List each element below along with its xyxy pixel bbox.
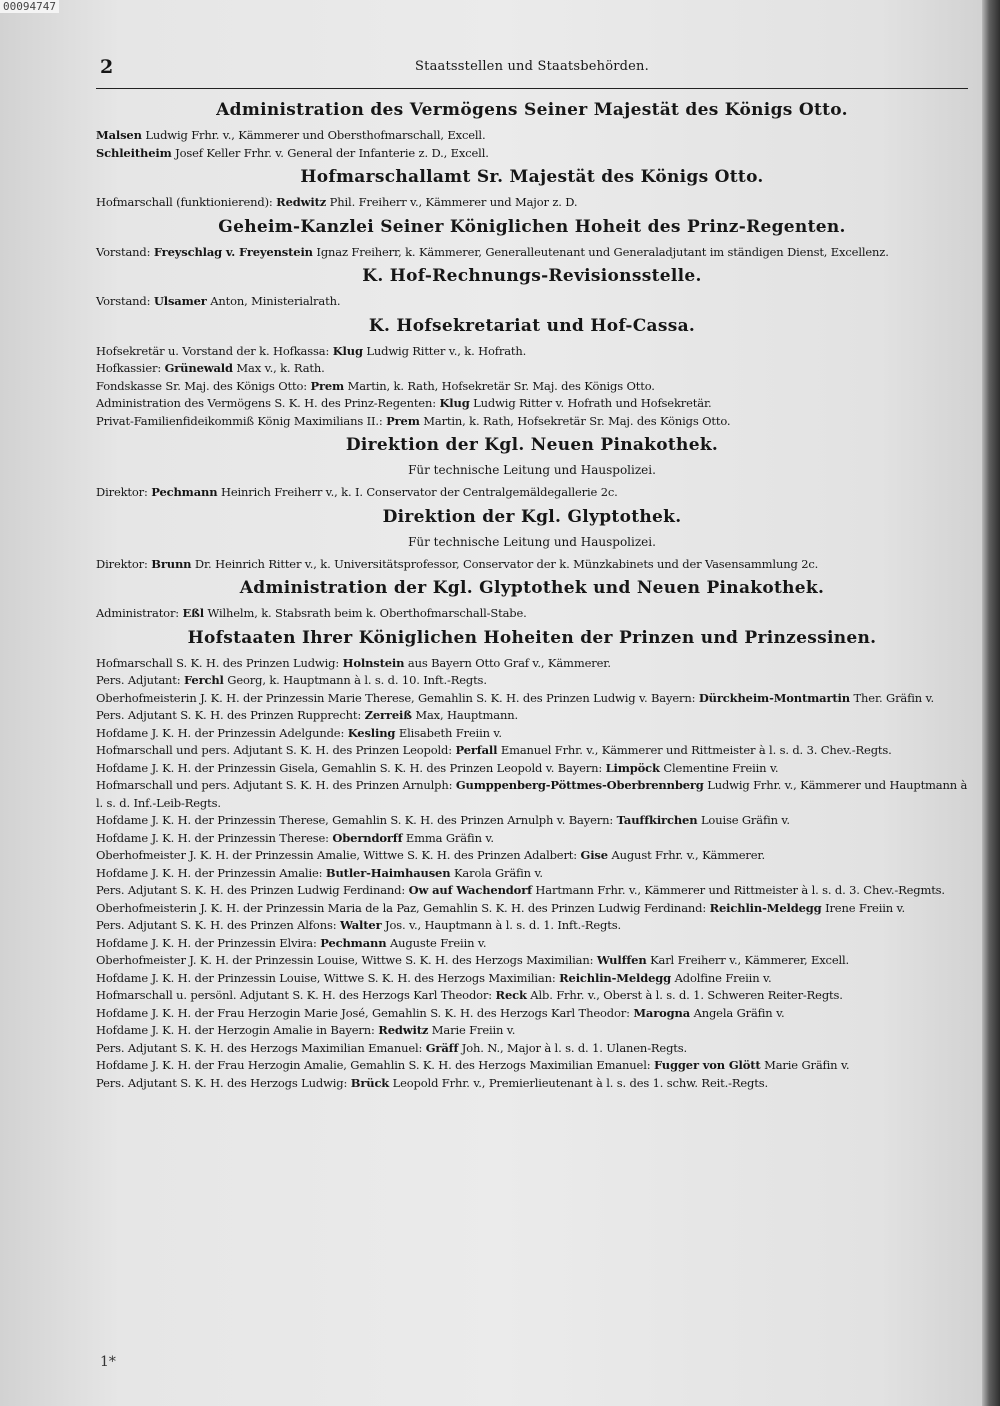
section-heading: Hofstaaten Ihrer Königlichen Hoheiten der Prinzen und Prinzessinen. <box>187 627 877 648</box>
entry-details: Auguste Freiin v. <box>389 935 487 950</box>
directory-entry <box>96 484 968 502</box>
entry-surname: Redwitz <box>276 195 327 209</box>
directory-entry <box>96 145 968 163</box>
entry-role: Hofdame J. K. H. der Prinzessin Amalie: <box>96 865 323 880</box>
entry-role: Pers. Adjutant S. K. H. des Prinzen Ludwig Ferdinand: <box>96 883 406 897</box>
entry-surname: Fugger von Glött <box>653 1058 761 1072</box>
entry-details: Marie Gräfin v. <box>764 1058 850 1072</box>
entry-role: Hofdame J. K. H. der Prinzessin Elvira: <box>96 935 317 950</box>
entry-surname: Reichlin-Meldegg <box>559 970 672 985</box>
entry-surname: Gumppenberg-Pöttmes-Oberbrennberg <box>455 778 704 792</box>
entry-role: Hofmarschall und pers. Adjutant S. K. H. des Prinzen Leopold: <box>96 743 452 757</box>
entry-role: Hofmarschall S. K. H. des Prinzen Ludwig: <box>96 655 340 670</box>
entry-details: Elisabeth Freiin v. <box>398 725 502 740</box>
directory-entry <box>96 360 968 378</box>
directory-entry <box>96 970 968 988</box>
entry-details: Phil. Freiherr v., Kämmerer und Major z. D. <box>329 195 578 209</box>
entry-details: Irene Freiin v. <box>825 900 906 915</box>
section-heading: Administration des Vermögens Seiner Majestät des Königs Otto. <box>216 100 848 120</box>
entry-surname: Ferchl <box>184 673 224 687</box>
entry-surname: Limpöck <box>605 760 660 775</box>
entry-role: Fondskasse Sr. Maj. des Königs Otto: <box>96 378 307 393</box>
section-heading: Hofmarschallamt Sr. Majestät des Königs Otto. <box>300 167 764 187</box>
entry-surname: Kesling <box>347 725 396 740</box>
directory-entry <box>96 194 968 212</box>
entry-surname: Perfall <box>455 743 498 757</box>
entry-details: Dr. Heinrich Ritter v., k. Universitätsprofessor, Conservator der k. Münzkabinets und der Vasensammlung 2c. <box>194 556 819 571</box>
entry-role: Hofdame J. K. H. der Herzogin Amalie in Bayern: <box>96 1023 375 1037</box>
entry-surname: Oberndorff <box>332 830 403 845</box>
entry-details: Max, Hauptmann. <box>415 708 518 722</box>
entry-role: Pers. Adjutant S. K. H. des Prinzen Rupprecht: <box>96 708 362 722</box>
entry-details: Heinrich Freiherr v., k. I. Conservator der Centralgemäldegallerie 2c. <box>220 485 618 499</box>
directory-entry <box>96 987 968 1005</box>
entry-surname: Prem <box>310 378 345 393</box>
section-heading: Direktion der Kgl. Glyptothek. <box>382 506 682 527</box>
entry-details: Emma Gräfin v. <box>405 830 494 845</box>
entry-surname: Gräff <box>425 1040 459 1055</box>
entry-details: Max v., k. Rath. <box>236 361 325 375</box>
entry-details: Wilhelm, k. Stabsrath beim k. Oberthofmarschall-Stabe. <box>207 606 527 620</box>
directory-entry <box>96 413 968 431</box>
entry-surname: Freyschlag v. Freyenstein <box>153 244 313 259</box>
entry-role: Hofdame J. K. H. der Prinzessin Gisela, Gemahlin S. K. H. des Prinzen Leopold v. Bayern: <box>96 760 603 775</box>
directory-entry <box>96 1022 968 1040</box>
directory-entry <box>96 127 968 145</box>
entry-surname: Ulsamer <box>153 294 207 308</box>
directory-entry <box>96 830 968 848</box>
entry-details: Ludwig Ritter v., k. Hofrath. <box>366 343 527 358</box>
section-heading: Geheim-Kanzlei Seiner Königlichen Hoheit des Prinz-Regenten. <box>218 216 846 237</box>
entry-details: Leopold Frhr. v., Premierlieutenant à l. s. des 1. schw. Reit.-Regts. <box>392 1075 768 1090</box>
signature-mark: 1* <box>100 1354 116 1370</box>
entry-details: August Frhr. v., Kämmerer. <box>611 848 765 862</box>
entry-details: Ludwig Frhr. v., Kämmerer und Hauptmann à l. s. d. Inf.-Leib-Regts. <box>96 778 968 810</box>
entry-details: Martin, k. Rath, Hofsekretär Sr. Maj. des Königs Otto. <box>347 378 655 393</box>
directory-entry <box>96 777 968 812</box>
running-title: Staatsstellen und Staatsbehörden. <box>415 59 649 74</box>
entry-details: Josef Keller Frhr. v. General der Infanterie z. D., Excell. <box>175 145 489 160</box>
running-head <box>96 56 968 82</box>
directory-entry <box>96 742 968 760</box>
entry-role: Hofmarschall und pers. Adjutant S. K. H. des Prinzen Arnulph: <box>96 778 453 792</box>
entry-role: Hofkassier: <box>96 361 162 375</box>
scan-id: 00094747 <box>0 0 59 13</box>
section-heading: Administration der Kgl. Glyptothek und Neuen Pinakothek. <box>239 578 825 598</box>
directory-entry <box>96 244 968 262</box>
entry-role: Direktor: <box>96 485 148 499</box>
directory-entry <box>96 293 968 311</box>
entry-surname: Schleitheim <box>96 145 172 160</box>
entry-details: Louise Gräfin v. <box>700 813 790 827</box>
entry-role: Pers. Adjutant S. K. H. des Herzogs Ludwig: <box>96 1075 348 1090</box>
directory-entry <box>96 917 968 935</box>
entry-surname: Holnstein <box>342 655 405 670</box>
entry-role: Hofdame J. K. H. der Frau Herzogin Amalie, Gemahlin S. K. H. des Herzogs Maximilian Emanuel: <box>96 1058 651 1072</box>
book-gutter <box>982 0 1000 1406</box>
directory-entry <box>96 812 968 830</box>
entry-details: Adolfine Freiin v. <box>674 970 772 985</box>
directory-entry <box>96 378 968 396</box>
entry-surname: Tauffkirchen <box>616 813 698 827</box>
directory-entry <box>96 952 968 970</box>
entry-role: Hofdame J. K. H. der Prinzessin Therese: <box>96 830 329 845</box>
entry-details: Ludwig Ritter v. Hofrath und Hofsekretär. <box>473 396 712 410</box>
directory-entry <box>96 1040 968 1058</box>
entry-surname: Eßl <box>182 606 204 620</box>
entry-surname: Prem <box>386 413 420 428</box>
entry-role: Hofmarschall u. persönl. Adjutant S. K. H. des Herzogs Karl Theodor: <box>96 988 493 1002</box>
entry-surname: Grünewald <box>164 361 233 375</box>
directory-entry <box>96 865 968 883</box>
directory-entry <box>96 882 968 900</box>
entry-role: Oberhofmeisterin J. K. H. der Prinzessin Maria de la Paz, Gemahlin S. K. H. des Prinzen Ludwig Ferdinand: <box>96 900 707 915</box>
entry-surname: Butler-Haimhausen <box>325 865 451 880</box>
section-heading: K. Hof-Rechnungs-Revisionsstelle. <box>362 266 702 286</box>
entry-details: Jos. v., Hauptmann à l. s. d. 1. Inft.-Regts. <box>385 918 621 932</box>
entry-surname: Redwitz <box>378 1023 429 1037</box>
entry-details: Karl Freiherr v., Kämmerer, Excell. <box>650 953 850 967</box>
entry-details: Alb. Frhr. v., Oberst à l. s. d. 1. Schweren Reiter-Regts. <box>530 988 843 1002</box>
entry-surname: Wulffen <box>596 953 647 967</box>
entry-details: aus Bayern Otto Graf v., Kämmerer. <box>407 655 611 670</box>
entry-surname: Dürckheim-Montmartin <box>698 690 850 705</box>
entry-surname: Klug <box>332 343 363 358</box>
entry-role: Oberhofmeister J. K. H. der Prinzessin Louise, Wittwe S. K. H. des Herzogs Maximilian: <box>96 953 594 967</box>
directory-entry <box>96 725 968 743</box>
entry-role: Oberhofmeisterin J. K. H. der Prinzessin Marie Therese, Gemahlin S. K. H. des Prinzen Ludwig v. Bayern: <box>96 690 696 705</box>
entry-details: Georg, k. Hauptmann à l. s. d. 10. Inft.-Regts. <box>227 673 487 687</box>
entry-role: Pers. Adjutant S. K. H. des Prinzen Alfons: <box>96 918 337 932</box>
entry-surname: Walter <box>339 918 382 932</box>
directory-entry <box>96 672 968 690</box>
directory-entry <box>96 847 968 865</box>
entry-details: Anton, Ministerialrath. <box>210 294 341 308</box>
entry-role: Pers. Adjutant S. K. H. des Herzogs Maximilian Emanuel: <box>96 1040 423 1055</box>
entry-role: Privat-Familienfideikommiß König Maximilians II.: <box>96 413 383 428</box>
entry-role: Hofsekretär u. Vorstand der k. Hofkassa: <box>96 343 330 358</box>
entry-surname: Ow auf Wachendorf <box>408 883 532 897</box>
entry-role: Administrator: <box>96 606 180 620</box>
directory-entry <box>96 690 968 708</box>
section-subheading: Für technische Leitung und Hauspolizei. <box>408 534 656 549</box>
entry-details: Joh. N., Major à l. s. d. 1. Ulanen-Regts. <box>461 1040 688 1055</box>
entry-surname: Reichlin-Meldegg <box>709 900 822 915</box>
entry-role: Vorstand: <box>96 244 151 259</box>
page-number: 2 <box>100 56 114 78</box>
entry-role: Hofdame J. K. H. der Prinzessin Therese, Gemahlin S. K. H. des Prinzen Arnulph v. Bayern: <box>96 813 614 827</box>
entry-role: Administration des Vermögens S. K. H. des Prinz-Regenten: <box>96 396 436 410</box>
entry-details: Hartmann Frhr. v., Kämmerer und Rittmeister à l. s. d. 3. Chev.-Regmts. <box>535 883 945 897</box>
directory-entry <box>96 760 968 778</box>
entry-surname: Malsen <box>96 128 142 142</box>
entry-role: Pers. Adjutant: <box>96 673 181 687</box>
entry-surname: Klug <box>439 396 470 410</box>
entry-details: Ther. Gräfin v. <box>853 690 935 705</box>
entry-role: Hofdame J. K. H. der Frau Herzogin Marie José, Gemahlin S. K. H. des Herzogs Karl Theodor: <box>96 1005 630 1020</box>
directory-entry <box>96 1005 968 1023</box>
entry-surname: Gise <box>580 848 608 862</box>
entry-details: Emanuel Frhr. v., Kämmerer und Rittmeister à l. s. d. 3. Chev.-Regts. <box>500 743 892 757</box>
entry-details: Angela Gräfin v. <box>693 1005 785 1020</box>
directory-entry <box>96 900 968 918</box>
entry-role: Vorstand: <box>96 294 151 308</box>
entry-details: Karola Gräfin v. <box>453 865 543 880</box>
section-heading: Direktion der Kgl. Neuen Pinakothek. <box>345 435 719 455</box>
entry-details: Clementine Freiin v. <box>663 760 779 775</box>
directory-entry <box>96 655 968 673</box>
directory-sections <box>96 97 968 1092</box>
entry-role: Direktor: <box>96 556 148 571</box>
page-body <box>96 56 968 1092</box>
entry-surname: Reck <box>495 988 527 1002</box>
directory-entry <box>96 707 968 725</box>
directory-entry <box>96 1057 968 1075</box>
directory-entry <box>96 395 968 413</box>
entry-role: Hofdame J. K. H. der Prinzessin Adelgunde: <box>96 725 345 740</box>
directory-entry <box>96 343 968 361</box>
entry-surname: Brunn <box>151 556 192 571</box>
entry-role: Hofmarschall (funktionierend): <box>96 195 273 209</box>
entry-role: Oberhofmeister J. K. H. der Prinzessin Amalie, Wittwe S. K. H. des Prinzen Adalbert: <box>96 848 578 862</box>
entry-surname: Pechmann <box>151 485 218 499</box>
entry-details: Ludwig Frhr. v., Kämmerer und Obersthofmarschall, Excell. <box>145 128 486 142</box>
directory-entry <box>96 556 968 574</box>
directory-entry <box>96 1075 968 1093</box>
entry-role: Hofdame J. K. H. der Prinzessin Louise, Wittwe S. K. H. des Herzogs Maximilian: <box>96 970 556 985</box>
directory-entry <box>96 605 968 623</box>
entry-details: Martin, k. Rath, Hofsekretär Sr. Maj. des Königs Otto. <box>423 413 731 428</box>
entry-details: Ignaz Freiherr, k. Kämmerer, Generalleutenant und Generaladjutant im ständigen Dienst, Excellenz. <box>316 244 889 259</box>
entry-surname: Marogna <box>633 1005 691 1020</box>
entry-surname: Brück <box>350 1075 390 1090</box>
section-subheading: Für technische Leitung und Hauspolizei. <box>408 463 656 477</box>
section-heading: K. Hofsekretariat und Hof-Cassa. <box>368 315 696 336</box>
entry-surname: Zerreiß <box>364 708 412 722</box>
directory-entry <box>96 935 968 953</box>
header-rule <box>96 88 968 89</box>
entry-details: Marie Freiin v. <box>431 1023 516 1037</box>
entry-surname: Pechmann <box>320 935 387 950</box>
